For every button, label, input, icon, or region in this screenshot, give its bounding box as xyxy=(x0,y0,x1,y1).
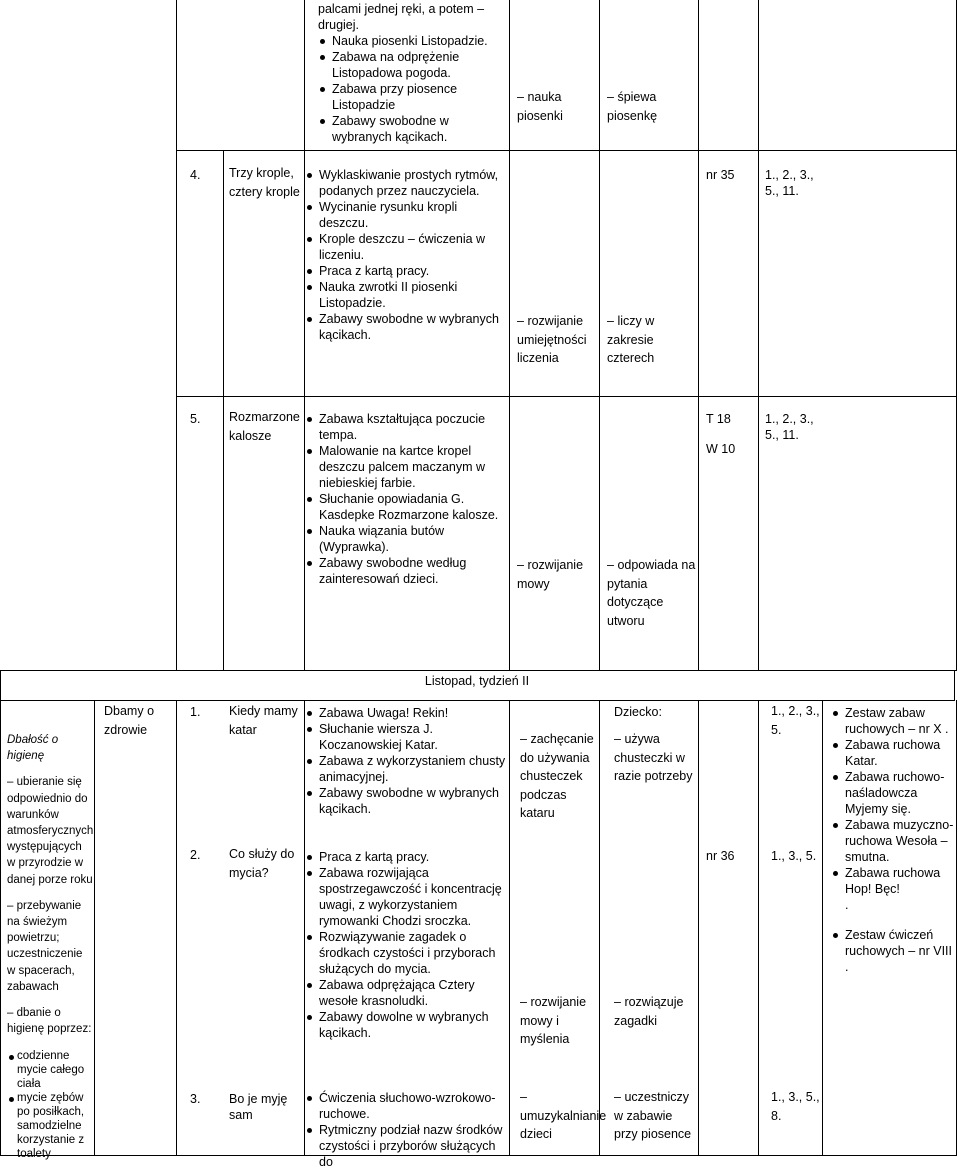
row5-topic: Rozmarzone kalosze xyxy=(229,410,300,443)
activity-item: Słuchanie opowiadania G. Kasdepke Rozmarzone kalosze. xyxy=(305,491,508,523)
row5-refs: 1., 2., 3., 5., 11. xyxy=(765,412,814,442)
r2-activities xyxy=(305,849,508,1041)
row5-number: 5. xyxy=(190,412,201,426)
activity-item: Malowanie na kartce kropel deszczu palcem maczanym w niebieskiej farbie. xyxy=(305,443,508,491)
activity-item: Zabawy swobodne według zainteresowań dzieci. xyxy=(305,555,508,587)
row5-goal: – rozwijanie mowy xyxy=(517,556,597,593)
activity-item: Zabawy swobodne w wybranych kącikach. xyxy=(305,785,508,817)
r1-number: 1. xyxy=(190,705,201,719)
r1-refs: 1., 2., 3., 5. xyxy=(771,704,820,737)
activity-item: Zabawa przy piosence Listopadzie xyxy=(318,81,508,113)
r3-refs: 1., 3., 5., 8. xyxy=(771,1090,820,1123)
area-column xyxy=(7,732,93,1161)
r2-materials: nr 36 xyxy=(706,849,735,863)
r1-topic: Kiedy mamy katar xyxy=(229,704,298,737)
r1-goal: – zachęcanie do używania chusteczek podczas kataru xyxy=(520,730,598,823)
r3-activities xyxy=(305,1090,508,1170)
row4-topic: Trzy krople, cztery krople xyxy=(229,166,300,199)
top-activities xyxy=(318,1,508,145)
week-title: Listopad, tydzień II xyxy=(424,674,530,688)
activity-continued: palcami jednej ręki, a potem – drugiej. xyxy=(318,2,485,32)
activity-item: Zabawa kształtująca poczucie tempa. xyxy=(305,411,508,443)
row5-outcome: – odpowiada na pytania dotyczące utworu xyxy=(607,556,697,630)
r3-goal: – umuzykalnianie dzieci xyxy=(520,1088,606,1144)
activity-item: Nauka piosenki Listopadzie. xyxy=(318,33,508,49)
r3-number: 3. xyxy=(190,1092,201,1106)
motor-item: Zestaw ćwiczeń ruchowych – nr VIII . xyxy=(831,927,955,975)
activity-item: Słuchanie wiersza J. Koczanowskiej Katar. xyxy=(305,721,508,753)
area-bullet: codzienne mycie całego ciała xyxy=(7,1049,93,1091)
row5-activities xyxy=(305,411,508,587)
theme: Dbamy o zdrowie xyxy=(104,704,155,737)
activity-item: Zabawy swobodne w wybranych kącikach. xyxy=(305,311,508,343)
area-item: – dbanie o higienę poprzez: xyxy=(7,1005,93,1037)
activity-item: Zabawy swobodne w wybranych kącikach. xyxy=(318,113,508,145)
activity-item: Zabawy dowolne w wybranych kącikach. xyxy=(305,1009,508,1041)
motor-item: Zabawa ruchowo-naśladowcza Myjemy się. xyxy=(831,769,955,817)
motor-item: Zabawa muzyczno-ruchowa Wesoła – smutna. xyxy=(831,817,955,865)
activity-item: Zabawa odprężająca Cztery wesołe krasnoludki. xyxy=(305,977,508,1009)
activity-item: Rytmiczny podział nazw środków czystości i przyborów służących do xyxy=(305,1122,508,1170)
area-item: – przebywanie na świeżym powietrzu; uczestniczenie w spacerach, zabawach xyxy=(7,898,93,995)
row4-goal: – rozwijanie umiejętności liczenia xyxy=(517,312,597,368)
r1-outcome: – używa chusteczki w razie potrzeby xyxy=(614,730,696,786)
activity-item: Zabawa na odprężenie Listopadowa pogoda. xyxy=(318,49,508,81)
activity-item: Nauka zwrotki II piosenki Listopadzie. xyxy=(305,279,508,311)
area-title: Dbałość o higienę xyxy=(7,734,59,763)
area-item: – ubieranie się odpowiednio do warunków atmosferycznych występujących w przyrodzie w danej porze roku xyxy=(7,774,93,887)
motor-activities xyxy=(831,705,955,975)
row4-refs: 1., 2., 3., 5., 11. xyxy=(765,168,814,198)
row5-materials-1: T 18 xyxy=(706,412,731,426)
motor-item: . xyxy=(845,898,849,912)
activity-item: Praca z kartą pracy. xyxy=(305,263,508,279)
r3-topic: Bo je myję sam xyxy=(229,1092,288,1122)
activity-item: Zabawa z wykorzystaniem chusty animacyjnej. xyxy=(305,753,508,785)
activity-item: Ćwiczenia słuchowo-wzrokowo-ruchowe. xyxy=(305,1090,508,1122)
r2-outcome: – rozwiązuje zagadki xyxy=(614,993,696,1030)
top-outcome: – śpiewa piosenkę xyxy=(607,88,695,125)
r2-topic: Co służy do mycia? xyxy=(229,847,295,880)
r3-outcome: – uczestniczy w zabawie przy piosence xyxy=(614,1088,698,1144)
activity-item: Wyklaskiwanie prostych rytmów, podanych przez nauczyciela. xyxy=(305,167,508,199)
r2-refs: 1., 3., 5. xyxy=(771,849,817,863)
activity-item: Wycinanie rysunku kropli deszczu. xyxy=(305,199,508,231)
r1-activities xyxy=(305,705,508,817)
r2-number: 2. xyxy=(190,848,201,862)
activity-item: Krople deszczu – ćwiczenia w liczeniu. xyxy=(305,231,508,263)
activity-item: Nauka wiązania butów (Wyprawka). xyxy=(305,523,508,555)
motor-item: Zestaw zabaw ruchowych – nr X . xyxy=(831,705,955,737)
activity-item: Zabawa rozwijająca spostrzegawczość i koncentrację uwagi, z wykorzystaniem rymowanki Chodzi sroczka. xyxy=(305,865,508,929)
row4-activities xyxy=(305,167,508,343)
activity-item: Praca z kartą pracy. xyxy=(305,849,508,865)
row4-number: 4. xyxy=(190,168,201,182)
area-bullet: mycie zębów po posiłkach, samodzielne korzystanie z toalety xyxy=(7,1091,93,1161)
top-goal: – nauka piosenki xyxy=(517,88,597,125)
r2-goal: – rozwijanie mowy i myślenia xyxy=(520,993,598,1049)
row5-materials-2: W 10 xyxy=(706,442,736,456)
row4-outcome: – liczy w zakresie czterech xyxy=(607,312,695,368)
r1-outcome-label: Dziecko: xyxy=(614,705,662,719)
activity-item: Zabawa Uwaga! Rekin! xyxy=(305,705,508,721)
motor-item: Zabawa ruchowa Hop! Bęc! xyxy=(831,865,955,897)
motor-item: Zabawa ruchowa Katar. xyxy=(831,737,955,769)
row4-materials: nr 35 xyxy=(706,168,735,182)
activity-item: Rozwiązywanie zagadek o środkach czystości i przyborach służących do mycia. xyxy=(305,929,508,977)
